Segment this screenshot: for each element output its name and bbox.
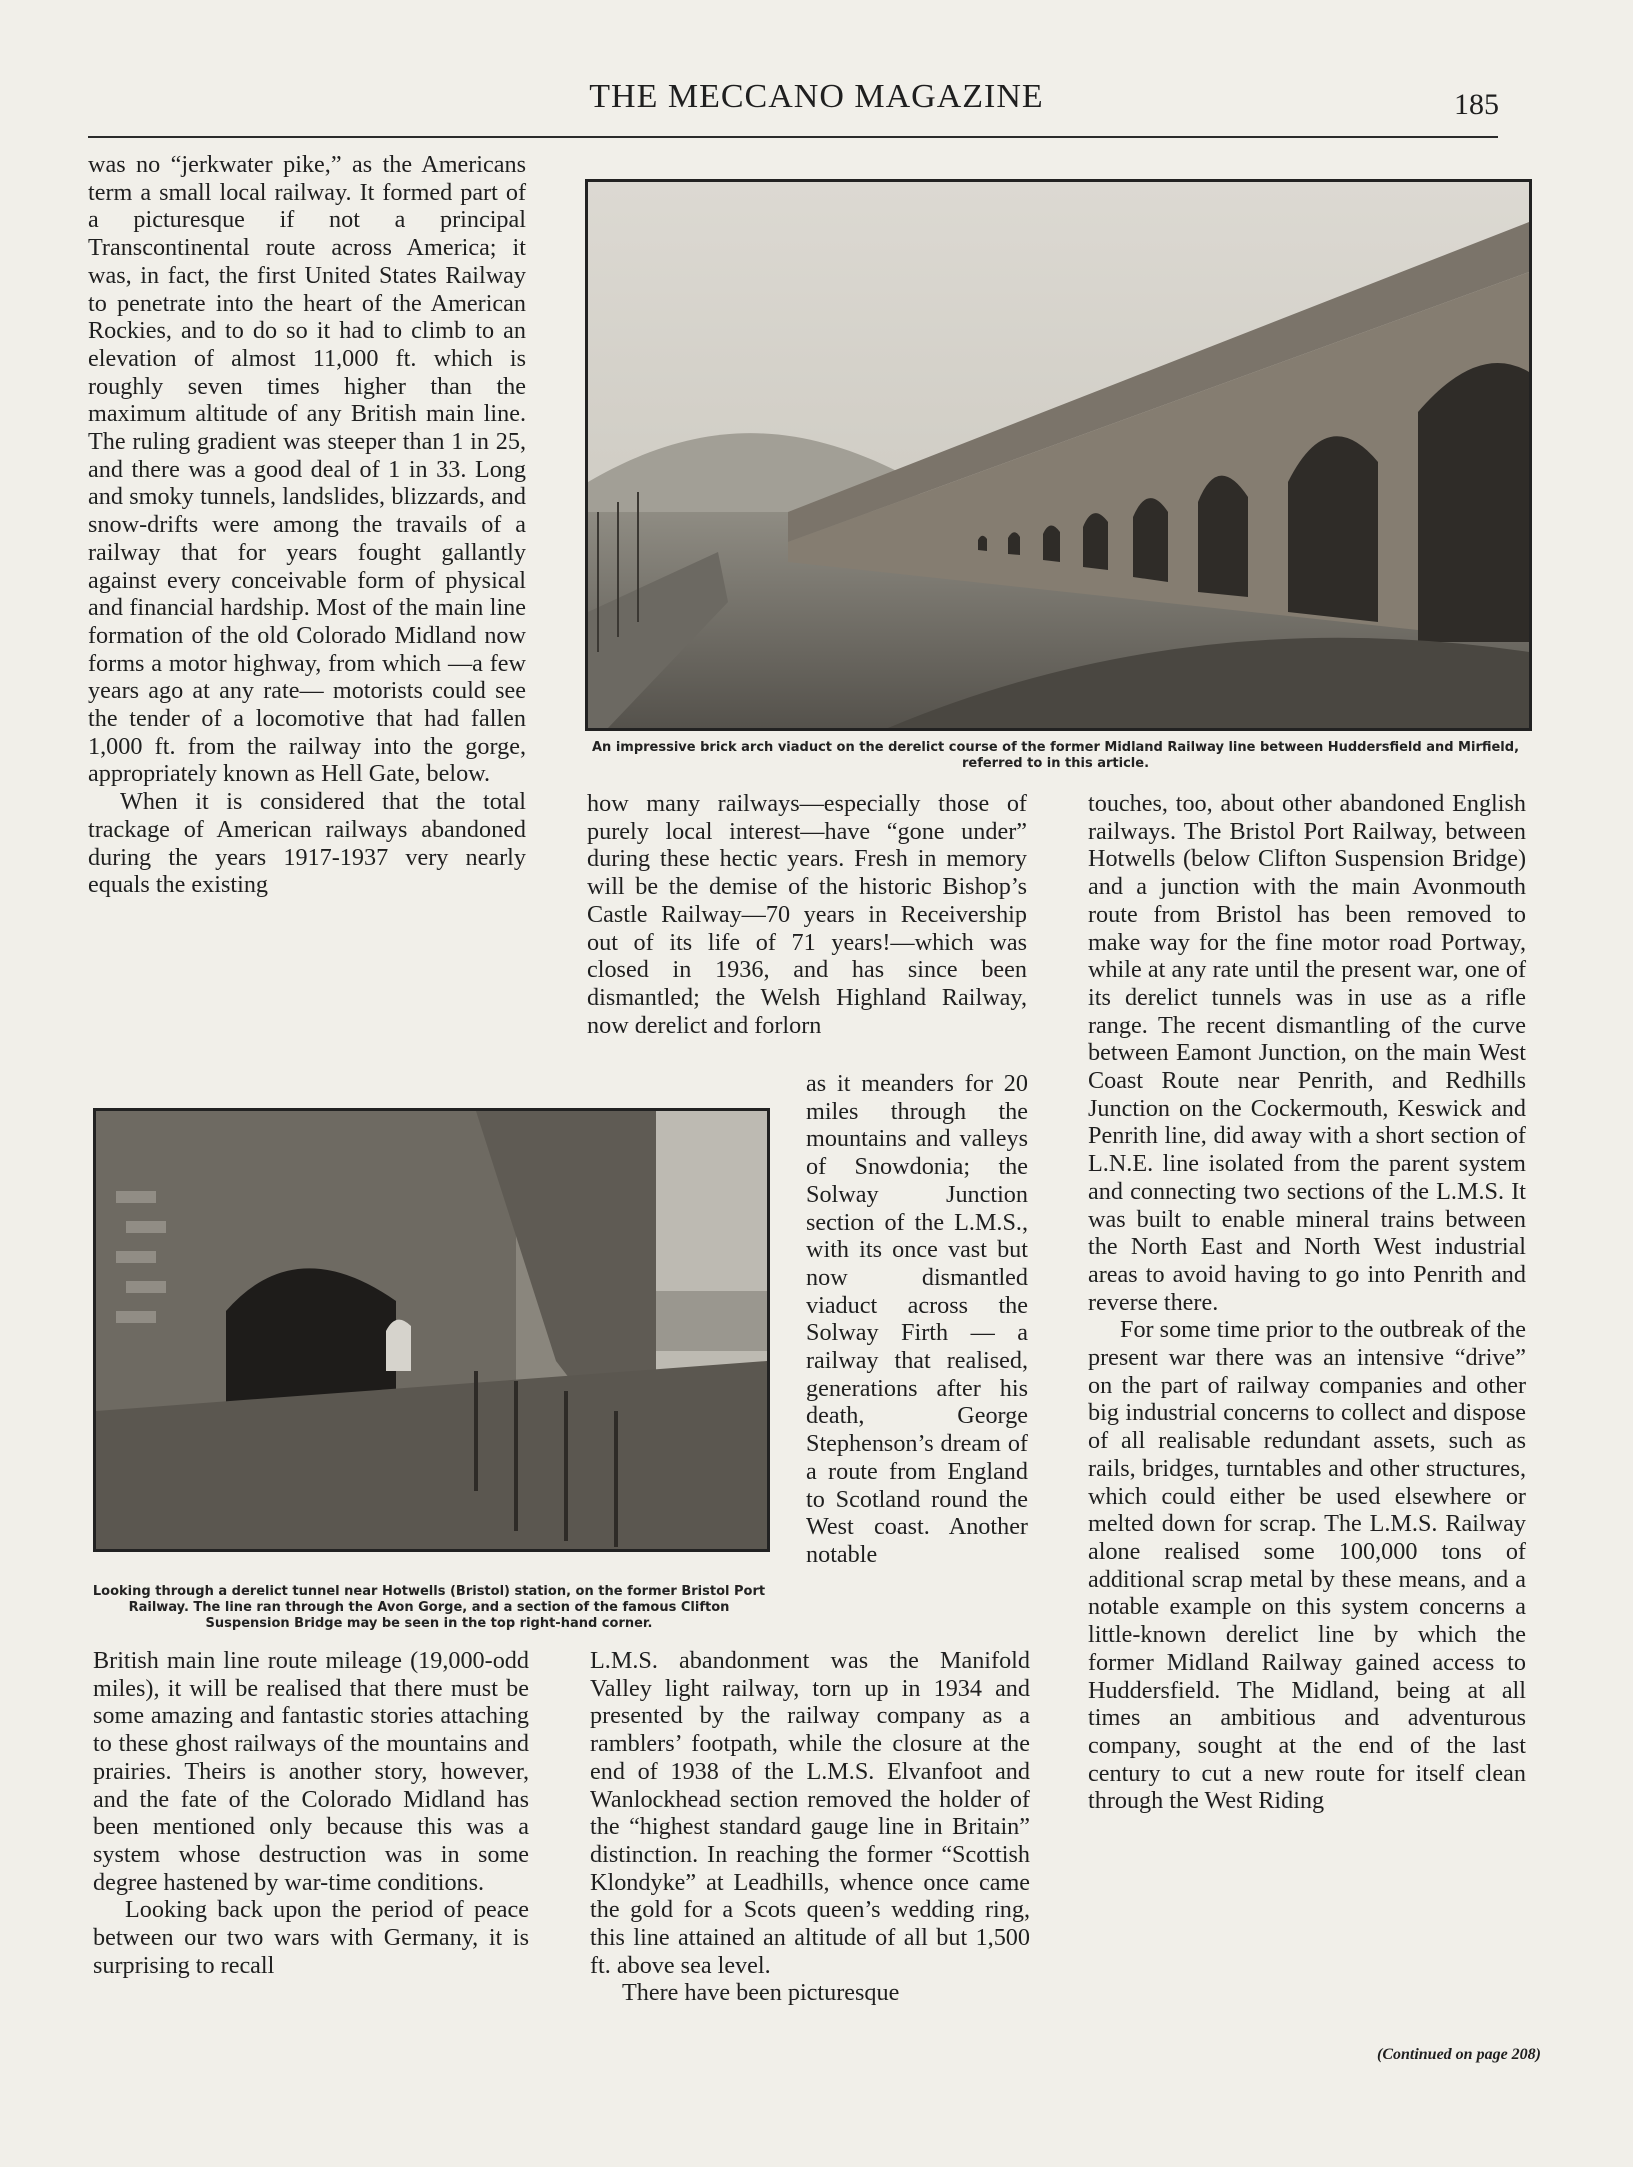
paragraph: as it meanders for 20 miles through the mountains and valleys of Snowdonia; the Solway Junction section of the L.M.S., with its once vast but now dismantled viaduct across the Solway Firth — a railway that realised, generations after his death, George Stephenson’s dream of a route from England to Scotland round the West coast. Another notable [806, 1070, 1028, 1568]
brick-arch-viaduct-photo [588, 182, 1529, 728]
page-number: 185 [1454, 88, 1499, 121]
derelict-tunnel-photo [96, 1111, 767, 1549]
header-rule [88, 136, 1498, 138]
paragraph: Looking back upon the period of peace between our two wars with Germany, it is surprising to recall [93, 1896, 529, 1979]
paragraph: For some time prior to the outbreak of the present war there was an intensive “drive” on the part of railway companies and other big industrial concerns to collect and dispose of all realisable redundant assets, such as rails, bridges, turntables and other structures, which could either be used elsewhere or melted down for scrap. The L.M.S. Railway alone realised some 100,000 tons of additional scrap metal by these means, and a notable example on this system concerns a little-known derelict line by which the former Midland Railway gained access to Huddersfield. The Midland, being at all times an ambitious and adventurous company, sought at the end of the last century to cut a new route for itself clean through the West Riding [1088, 1316, 1526, 1815]
magazine-title: THE MECCANO MAGAZINE [589, 78, 1044, 115]
paragraph: There have been picturesque [622, 1979, 900, 2007]
paragraph: L.M.S. abandonment was the Manifold Valley light railway, torn up in 1934 and presented by the railway company as a ramblers’ footpath, while the closure at the end of 1938 of the L.M.S. Elvanfoot and Wanlockhead section removed the holder of the “highest standard gauge line in Britain” distinction. In reaching the former “Scottish Klondyke” at Leadhills, whence once came the gold for a Scots queen’s wedding ring, this line attained an altitude of all but 1,500 ft. above sea level. [590, 1647, 1030, 1979]
viaduct-caption: An impressive brick arch viaduct on the derelict course of the former Midland Railway line between Huddersfield and Mirfield, referred to in this article. [591, 740, 1520, 771]
article-column-1-bottom [93, 1647, 529, 1979]
paragraph: When it is considered that the total trackage of American railways abandoned during the years 1917-1937 very nearly equals the existing [88, 788, 526, 899]
paragraph: British main line route mileage (19,000-odd miles), it will be realised that there must be some amazing and fantastic stories attaching to these ghost railways of the mountains and prairies. Theirs is another story, however, and the fate of the Colorado Midland has been mentioned only because this was a system whose destruction was in some degree hastened by war-time conditions. [93, 1647, 529, 1896]
article-column-3 [1088, 790, 1526, 1815]
article-column-2-top [587, 790, 1027, 1039]
tunnel-caption: Looking through a derelict tunnel near Hotwells (Bristol) station, on the former Bristol Port Railway. The line ran through the Avon Gorge, and a section of the famous Clifton Suspension Bridge may be seen in the top right-hand corner. [92, 1584, 766, 1631]
continued-note: (Continued on page 208) [1376, 2046, 1541, 2063]
article-column-1-top [88, 151, 526, 899]
tunnel-photo [93, 1108, 770, 1552]
paragraph: touches, too, about other abandoned English railways. The Bristol Port Railway, between Hotwells (below Clifton Suspension Bridge) and a junction with the main Avonmouth route from Bristol has been removed to make way for the fine motor road Portway, while at any rate until the present war, one of its derelict tunnels was in use as a rifle range. The recent dismantling of the curve between Eamont Junction, on the main West Coast Route near Penrith, and Redhills Junction on the Cockermouth, Keswick and Penrith line, did away with a short section of L.N.E. line isolated from the parent system and connecting two sections of the L.M.S. It was built to enable mineral trains between the North East and North West industrial areas to avoid having to go into Penrith and reverse there. [1088, 790, 1526, 1316]
article-column-2-narrow [806, 1070, 1028, 1569]
viaduct-photo [585, 179, 1532, 731]
article-column-2-bottom [590, 1647, 1030, 2007]
paragraph: was no “jerkwater pike,” as the Americans term a small local railway. It formed part of a picturesque if not a principal Transcontinental route across America; it was, in fact, the first United States Railway to penetrate into the heart of the American Rockies, and to do so it had to climb to an elevation of almost 11,000 ft. which is roughly seven times higher than the maximum altitude of any British main line. The ruling gradient was steeper than 1 in 25, and there was a good deal of 1 in 33. Long and smoky tunnels, landslides, blizzards, and snow-drifts were among the travails of a railway that for years fought gallantly against every conceivable form of physical and financial hardship. Most of the main line formation of the old Colorado Midland now forms a motor highway, from which —a few years ago at any rate— motorists could see the tender of a locomotive that had fallen 1,000 ft. from the railway into the gorge, appropriately known as Hell Gate, below. [88, 151, 526, 788]
paragraph: how many railways—especially those of purely local interest—have “gone under” during these hectic years. Fresh in memory will be the demise of the historic Bishop’s Castle Railway—70 years in Receivership out of its life of 71 years!—which was closed in 1936, and has since been dismantled; the Welsh Highland Railway, now derelict and forlorn [587, 790, 1027, 1039]
